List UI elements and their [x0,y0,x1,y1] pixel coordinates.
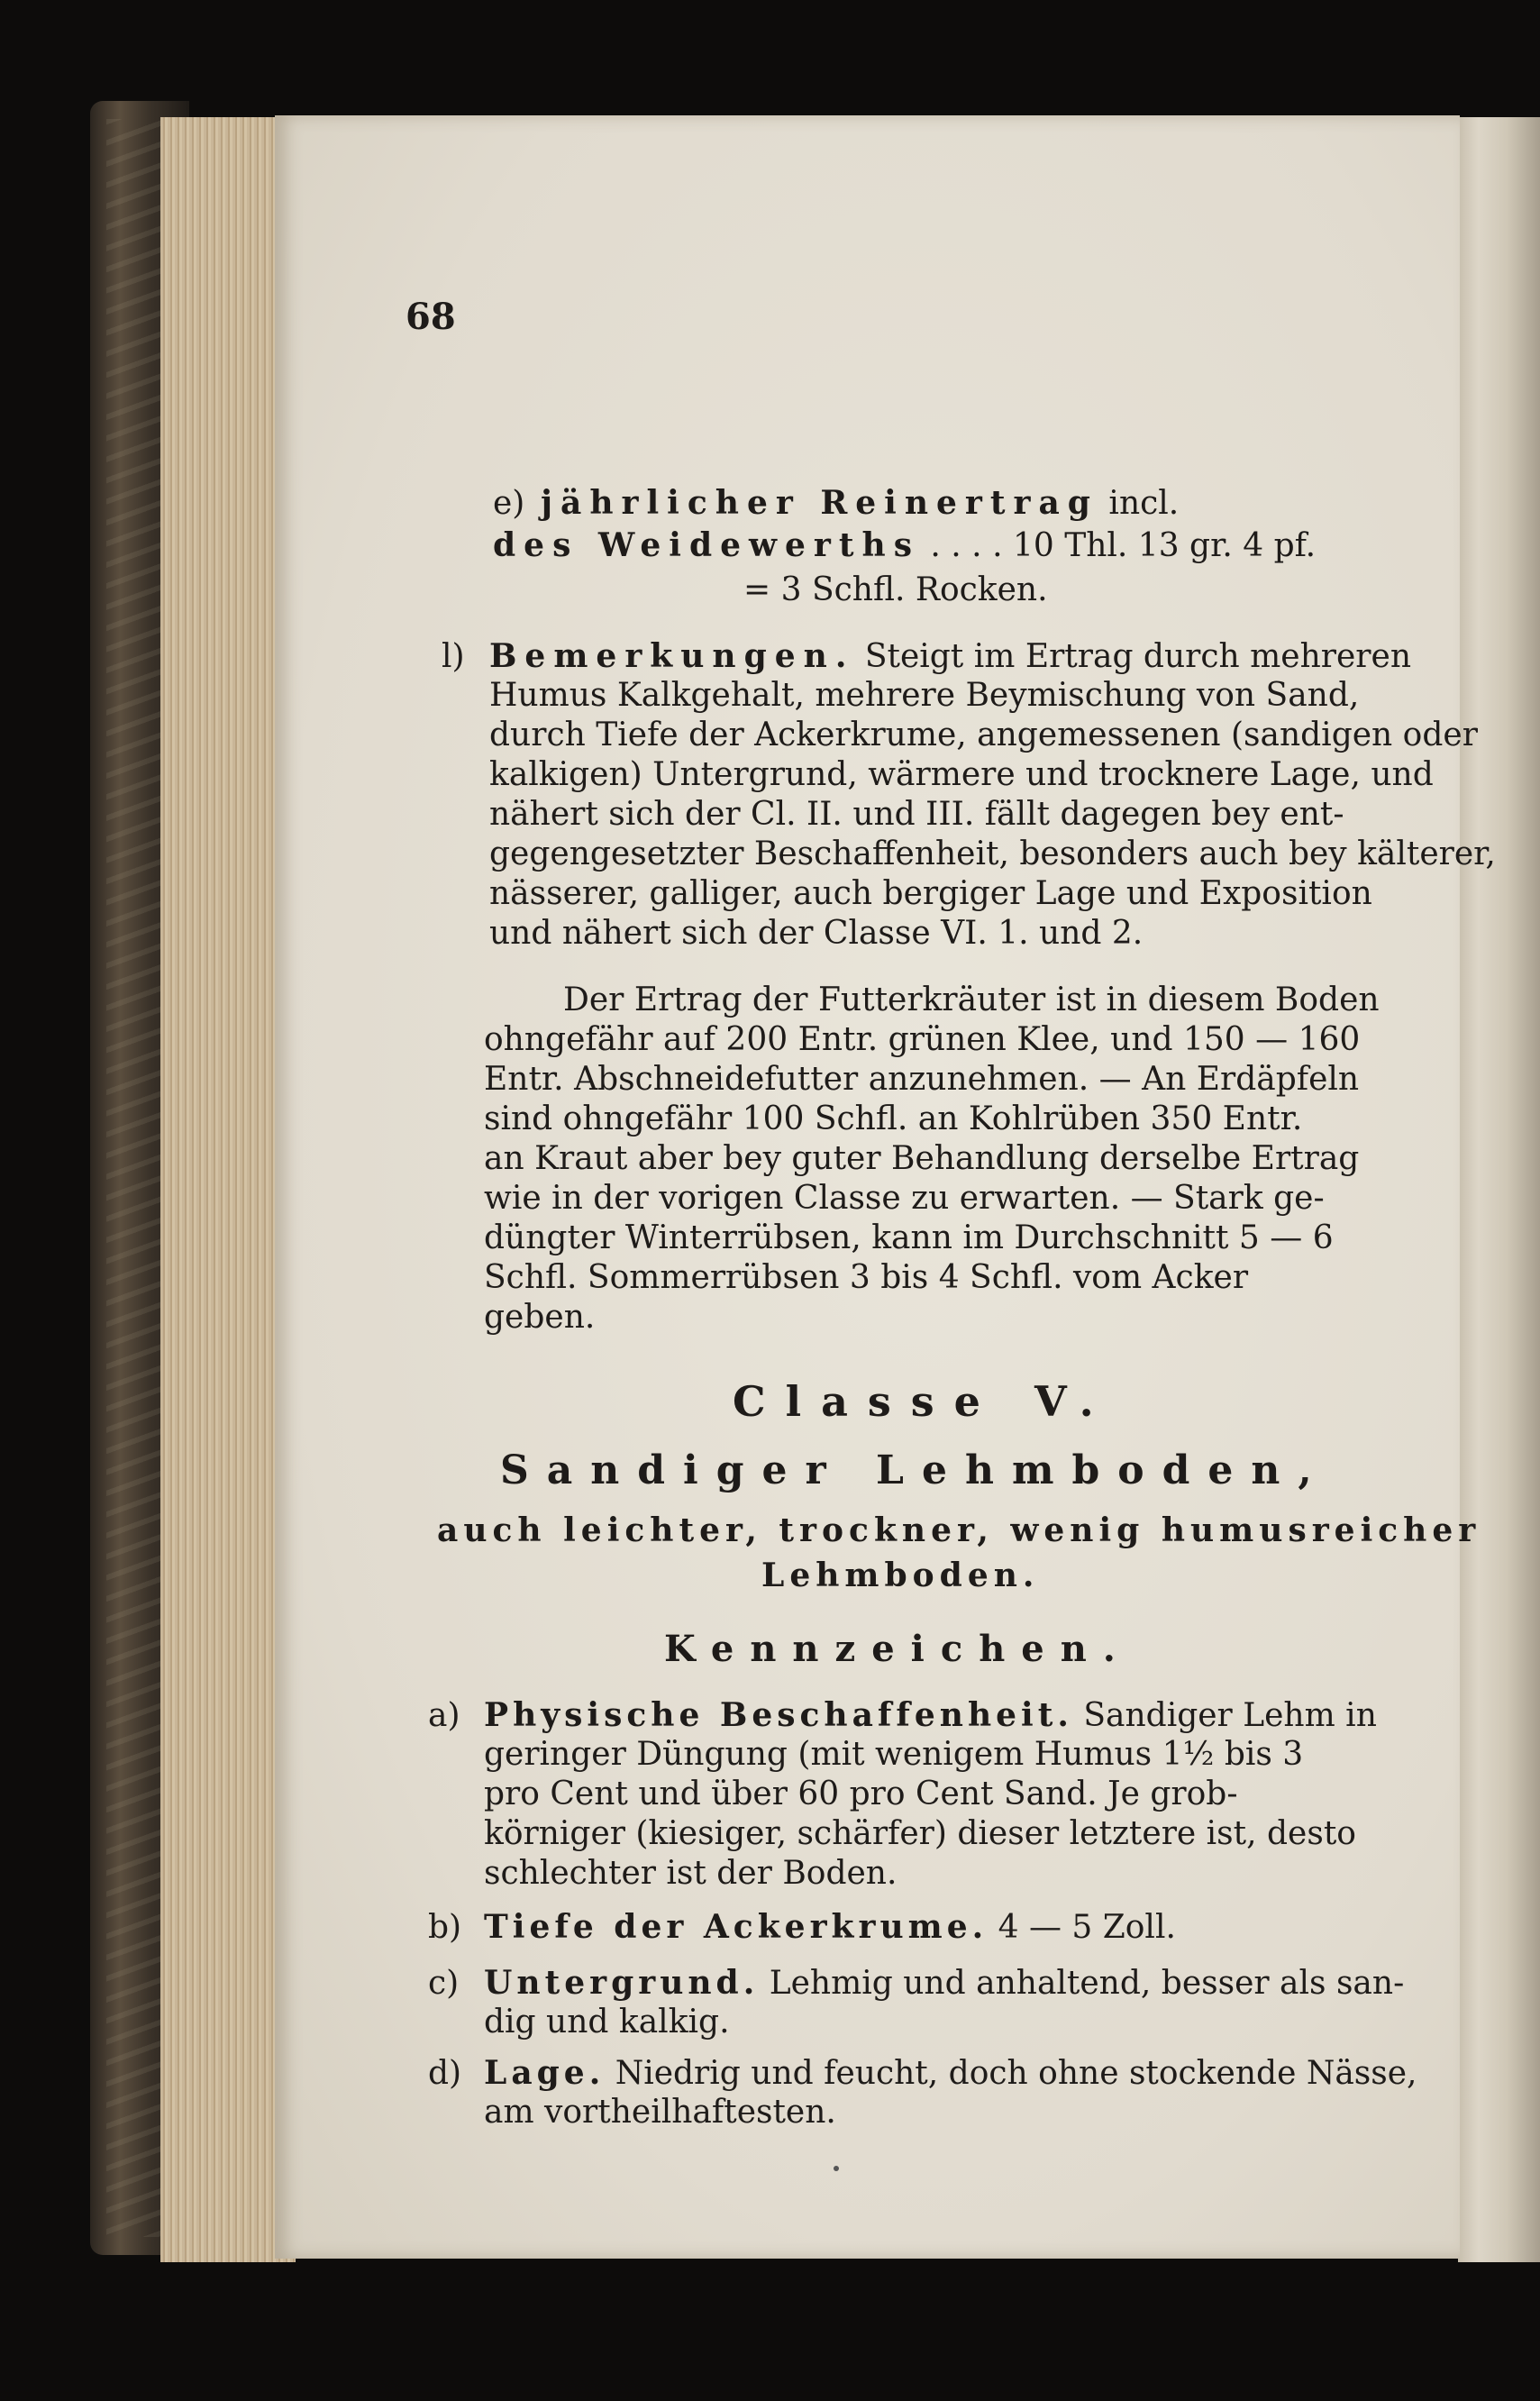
item-label-b: b) [428,1909,462,1946]
item-d-line: am vortheilhaftesten. [484,2094,836,2131]
page-number: 68 [406,296,456,338]
remarks-line: kalkigen) Untergrund, wärmere und trocknere Lage, und [489,756,1434,793]
paragraph-line: düngter Winterrübsen, kann im Durchschnitt 5 — 6 [484,1219,1334,1256]
paragraph-line: an Kraut aber bey guter Behandlung derselbe Ertrag [484,1140,1360,1177]
text-rest: Lehmig und anhaltend, besser als san- [759,1965,1405,2002]
book-page [275,115,1496,2259]
spaced-term: Lage. [484,2054,606,2092]
item-label-c: c) [428,1965,460,2002]
section-e-line-2 [493,525,1316,566]
facing-page-edge [1458,117,1540,2262]
item-a-line [484,1695,1377,1736]
section-e-line-3: = 3 Schfl. Rocken. [743,571,1048,608]
spaced-term: des Weidewerths [493,526,920,564]
text-rest: . . . . 10 Thl. 13 gr. 4 pf. [919,527,1317,564]
item-label-l: l) [442,638,465,675]
paragraph-line: ohngefähr auf 200 Entr. grünen Klee, und 150 — 160 [484,1021,1361,1058]
spaced-term: Bemerkungen. [489,637,855,675]
item-label-d: d) [428,2055,462,2092]
remarks-line: nässerer, galliger, auch bergiger Lage und Exposition [489,875,1372,912]
item-c-line: dig und kalkig. [484,2004,730,2040]
paragraph-line: wie in der vorigen Classe zu erwarten. — Stark ge- [484,1180,1325,1217]
text-rest: Niedrig und feucht, doch ohne stockende Nässe, [605,2055,1417,2092]
class-description: auch leichter, trockner, wenig humusreicher [437,1511,1481,1549]
section-e-line-1 [541,483,1179,524]
text-rest: Sandiger Lehm in [1072,1697,1377,1734]
remarks-line: nähert sich der Cl. II. und III. fällt dagegen bey ent- [489,796,1344,833]
paragraph-line: Schfl. Sommerrübsen 3 bis 4 Schfl. vom Acker [484,1259,1249,1296]
paragraph-line: sind ohngefähr 100 Schfl. an Kohlrüben 350 Entr. [484,1100,1303,1137]
item-label-a: a) [428,1697,460,1734]
item-label-e: e) [493,485,525,522]
item-d-line [484,2053,1417,2094]
item-c-line [484,1963,1404,2004]
remarks-line-1 [489,636,1411,677]
kennzeichen-heading: Kennzeichen. [664,1628,1132,1670]
spaced-term: jährlicher Reinertrag [541,484,1098,522]
class-subheading: Sandiger Lehmboden, [500,1447,1330,1493]
item-a-line: körniger (kiesiger, schärfer) dieser letztere ist, desto [484,1815,1356,1852]
item-a-line: pro Cent und über 60 pro Cent Sand. Je grob- [484,1776,1238,1812]
spaced-term: Physische Beschaffenheit. [484,1696,1073,1734]
paragraph-line: Entr. Abschneidefutter anzunehmen. — An Erdäpfeln [484,1061,1360,1098]
spaced-term: Tiefe der Ackerkrume. [484,1908,989,1946]
class-heading: Classe V. [733,1377,1114,1426]
paragraph-line: Der Ertrag der Futterkräuter ist in diesem Boden [563,981,1380,1018]
text-rest: 4 — 5 Zoll. [988,1909,1176,1946]
item-a-line: geringer Düngung (mit wenigem Humus 1½ bis 3 [484,1736,1304,1773]
spaced-term: Untergrund. [484,1964,760,2002]
paragraph-line: geben. [484,1299,596,1336]
text-rest: Steigt im Ertrag durch mehreren [854,638,1411,675]
remarks-line: und nähert sich der Classe VI. 1. und 2. [489,915,1144,952]
remarks-line: Humus Kalkgehalt, mehrere Beymischung von Sand, [489,677,1360,714]
class-description: Lehmboden. [761,1557,1040,1594]
item-a-line: schlechter ist der Boden. [484,1855,898,1892]
text-rest: incl. [1098,485,1180,522]
ink-speck [834,2166,839,2171]
item-b-line [484,1907,1176,1948]
remarks-line: gegengesetzter Beschaffenheit, besonders auch bey kälterer, [489,835,1496,872]
remarks-line: durch Tiefe der Ackerkrume, angemessenen (sandigen oder [489,717,1478,753]
